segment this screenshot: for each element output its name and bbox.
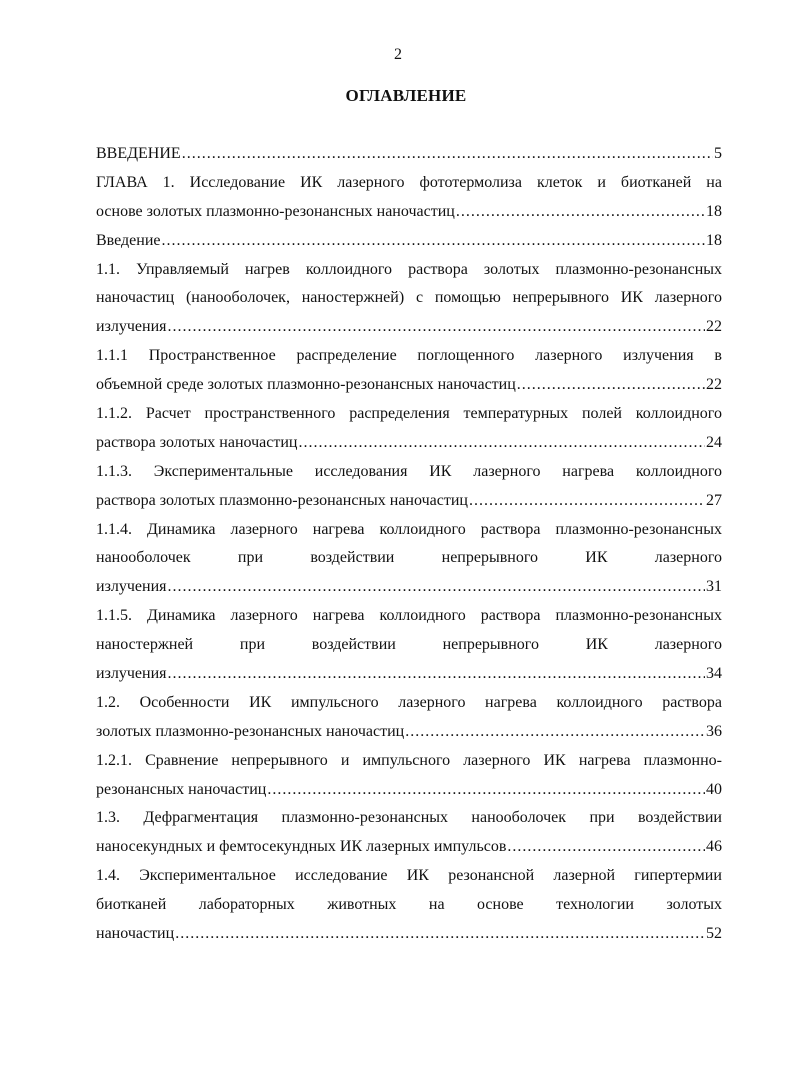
toc-word: исследования xyxy=(314,462,408,480)
toc-word: золотых xyxy=(666,896,722,914)
toc-page-number: 22 xyxy=(706,376,722,394)
toc-entry-last-line xyxy=(96,573,722,602)
dot-leader xyxy=(298,429,705,458)
dot-leader xyxy=(182,140,713,169)
toc-word: 1.1.5. xyxy=(96,607,132,625)
toc-entry-last-line xyxy=(96,140,722,169)
toc-word: поглощенного xyxy=(417,347,515,365)
toc-word: (нанооболочек, xyxy=(185,289,290,307)
dot-leader xyxy=(456,198,705,227)
toc-word: лазерного xyxy=(473,462,541,480)
toc-page-number: 18 xyxy=(706,231,722,249)
toc-entry-title: раствора золотых наночастиц xyxy=(96,433,298,451)
toc-word: 1.2. xyxy=(96,693,120,711)
toc-entry-line xyxy=(96,602,722,631)
toc-word: плазмонно-резонансных xyxy=(281,809,449,827)
toc-word: воздействии xyxy=(637,809,722,827)
toc-word: Сравнение xyxy=(145,751,219,769)
toc-page-number: 46 xyxy=(706,838,722,856)
toc-entry-line xyxy=(96,516,722,545)
toc-page-number: 36 xyxy=(706,722,722,740)
toc-word: Исследование xyxy=(189,173,286,191)
toc-word: коллоидного xyxy=(635,462,722,480)
table-of-contents xyxy=(96,140,722,949)
toc-entry-last-line xyxy=(96,198,722,227)
dot-leader xyxy=(175,920,705,949)
toc-word: лазерного xyxy=(654,289,722,307)
toc-word: Динамика xyxy=(147,607,216,625)
toc-entry-title: наночастиц xyxy=(96,925,175,943)
toc-word: лазерного xyxy=(535,347,603,365)
toc-word: ИК xyxy=(585,636,608,654)
dot-leader xyxy=(469,487,705,516)
toc-word: плазмонно-резонансных xyxy=(555,607,722,625)
toc-entry[interactable] xyxy=(96,140,722,169)
toc-word: коллоидного xyxy=(305,260,393,278)
toc-entry-last-line xyxy=(96,313,722,342)
page-title: ОГЛАВЛЕНИЕ xyxy=(345,86,467,105)
toc-page-number: 22 xyxy=(706,318,722,336)
toc-word: 1.1.3. xyxy=(96,462,132,480)
toc-word: лазерного xyxy=(463,751,531,769)
toc-word: лазерного xyxy=(230,520,298,538)
toc-entry[interactable] xyxy=(96,227,722,256)
toc-word: непрерывного xyxy=(442,636,539,654)
toc-word: ИК xyxy=(406,867,429,885)
toc-word: гипертермии xyxy=(634,867,722,885)
toc-word: нагрева xyxy=(485,693,537,711)
toc-word: коллоидного xyxy=(635,405,722,423)
toc-entry-title: основе золотых плазмонно-резонансных наночастиц xyxy=(96,202,455,220)
toc-word: Особенности xyxy=(139,693,230,711)
toc-page-number: 34 xyxy=(706,665,722,683)
toc-word: лазерного xyxy=(654,636,722,654)
toc-word: исследование xyxy=(295,867,388,885)
toc-entry-last-line xyxy=(96,660,722,689)
toc-word: на xyxy=(428,896,445,914)
toc-word: Дефрагментация xyxy=(143,809,259,827)
dot-leader xyxy=(405,718,705,747)
dot-leader xyxy=(507,833,705,862)
toc-entry-line xyxy=(96,689,722,718)
toc-entry-title: излучения xyxy=(96,578,167,596)
toc-entry-line xyxy=(96,747,722,776)
toc-word: 1.1. xyxy=(96,260,120,278)
toc-entry[interactable] xyxy=(96,458,722,516)
toc-word: в xyxy=(714,347,722,365)
toc-word: непрерывного xyxy=(441,549,538,567)
toc-word: наностержней) xyxy=(301,289,405,307)
toc-word: воздействии xyxy=(310,549,395,567)
toc-word: золотых xyxy=(483,260,540,278)
toc-entry-title: Введение xyxy=(96,231,161,249)
toc-entry-title: излучения xyxy=(96,318,167,336)
toc-word: на xyxy=(706,173,722,191)
toc-word: резонансной xyxy=(448,867,535,885)
toc-word: при xyxy=(239,636,265,654)
toc-word: нагрева xyxy=(578,751,631,769)
toc-word: нагрева xyxy=(312,520,365,538)
toc-entry-title: раствора золотых плазмонно-резонансных наночастиц xyxy=(96,491,468,509)
toc-entry[interactable] xyxy=(96,516,722,603)
toc-entry-line xyxy=(96,804,722,833)
toc-word: ИК xyxy=(429,462,452,480)
toc-word: ИК xyxy=(300,173,323,191)
dot-leader xyxy=(168,313,706,342)
toc-word: ГЛАВА xyxy=(96,173,148,191)
toc-word: плазмонно-резонансных xyxy=(555,260,722,278)
toc-entry-line xyxy=(96,631,722,660)
toc-entry-line xyxy=(96,169,722,198)
toc-page-number: 40 xyxy=(706,780,722,798)
toc-word: лазерного xyxy=(654,549,722,567)
toc-page-number: 31 xyxy=(706,578,722,596)
toc-entry-last-line xyxy=(96,227,722,256)
toc-word: распределение xyxy=(296,347,397,365)
toc-word: основе xyxy=(477,896,524,914)
toc-word: непрерывного xyxy=(231,751,328,769)
toc-word: 1.2.1. xyxy=(96,751,132,769)
toc-entry[interactable] xyxy=(96,747,722,805)
toc-word: лазерного xyxy=(337,173,405,191)
toc-word: температурных xyxy=(463,405,569,423)
toc-word: фототермолиза xyxy=(419,173,522,191)
toc-word: 1.3. xyxy=(96,809,120,827)
toc-word: ИК xyxy=(543,751,566,769)
toc-word: раствора xyxy=(662,693,722,711)
toc-word: нагрева xyxy=(562,462,615,480)
toc-entry[interactable] xyxy=(96,169,722,227)
toc-entry-line xyxy=(96,458,722,487)
toc-word: Экспериментальные xyxy=(153,462,293,480)
toc-word: нанооболочек xyxy=(471,809,567,827)
toc-word: нанооболочек xyxy=(96,549,191,567)
toc-entry[interactable] xyxy=(96,804,722,862)
dot-leader xyxy=(517,371,705,400)
dot-leader xyxy=(162,227,706,256)
toc-word: лазерного xyxy=(230,607,298,625)
toc-word: Пространственное xyxy=(148,347,276,365)
toc-word: технологии xyxy=(556,896,634,914)
toc-entry-title: резонансных наночастиц xyxy=(96,780,267,798)
toc-word: нагрева xyxy=(312,607,365,625)
toc-word: ИК xyxy=(585,549,608,567)
toc-word: непрерывного xyxy=(512,289,609,307)
toc-word: плазмонно- xyxy=(643,751,722,769)
toc-entry-line xyxy=(96,544,722,573)
toc-word: импульсного xyxy=(362,751,451,769)
toc-page-number: 18 xyxy=(706,202,722,220)
toc-word: 1.1.4. xyxy=(96,520,132,538)
toc-word: 1. xyxy=(162,173,175,191)
toc-word: раствора xyxy=(408,260,468,278)
toc-word: помощью xyxy=(434,289,501,307)
toc-word: наночастиц xyxy=(96,289,175,307)
toc-word: Динамика xyxy=(147,520,216,538)
toc-word: полей xyxy=(581,405,622,423)
toc-word: пространственного xyxy=(204,405,336,423)
toc-entry-title: золотых плазмонно-резонансных наночастиц xyxy=(96,722,405,740)
toc-word: ИК xyxy=(620,289,643,307)
toc-word: нагрев xyxy=(244,260,290,278)
toc-entry-last-line xyxy=(96,487,722,516)
dot-leader xyxy=(168,573,706,602)
toc-word: распределения xyxy=(349,405,450,423)
toc-entry-title: наносекундных и фемтосекундных ИК лазерных импульсов xyxy=(96,838,507,856)
toc-entry-last-line xyxy=(96,920,722,949)
toc-word: биотканей xyxy=(96,896,167,914)
toc-entry[interactable] xyxy=(96,862,722,949)
toc-entry[interactable] xyxy=(96,256,722,343)
toc-entry-line xyxy=(96,284,722,313)
toc-entry-last-line xyxy=(96,718,722,747)
toc-word: раствора xyxy=(480,607,541,625)
toc-entry-last-line xyxy=(96,776,722,805)
toc-entry[interactable] xyxy=(96,342,722,400)
toc-entry-title: ВВЕДЕНИЕ xyxy=(96,145,181,162)
toc-entry[interactable] xyxy=(96,602,722,689)
toc-word: Управляемый xyxy=(136,260,229,278)
toc-word: лабораторных xyxy=(198,896,295,914)
dot-leader xyxy=(267,776,705,805)
toc-word: и xyxy=(597,173,606,191)
toc-word: биотканей xyxy=(620,173,692,191)
toc-word: раствора xyxy=(480,520,541,538)
toc-entry-title: излучения xyxy=(96,665,167,683)
toc-page-number: 27 xyxy=(706,491,722,509)
toc-entry[interactable] xyxy=(96,689,722,747)
toc-word: при xyxy=(237,549,264,567)
toc-word: ИК xyxy=(249,693,272,711)
toc-entry-line xyxy=(96,891,722,920)
toc-entry-line xyxy=(96,342,722,371)
toc-page-number: 24 xyxy=(706,433,722,451)
toc-word: и xyxy=(340,751,350,769)
toc-word: излучения xyxy=(623,347,694,365)
dot-leader xyxy=(168,660,706,689)
toc-word: клеток xyxy=(536,173,583,191)
toc-word: 1.4. xyxy=(96,867,120,885)
toc-word: плазмонно-резонансных xyxy=(555,520,722,538)
toc-word: Экспериментальное xyxy=(139,867,276,885)
toc-entry-last-line xyxy=(96,371,722,400)
toc-entry-line xyxy=(96,256,722,285)
toc-word: наностержней xyxy=(96,636,194,654)
toc-word: импульсного xyxy=(290,693,379,711)
toc-word: лазерного xyxy=(398,693,466,711)
toc-entry[interactable] xyxy=(96,400,722,458)
toc-word: 1.1.1 xyxy=(96,347,128,365)
toc-word: с xyxy=(415,289,424,307)
toc-word: коллоидного xyxy=(379,607,466,625)
toc-word: лазерной xyxy=(553,867,616,885)
toc-word: коллоидного xyxy=(556,693,643,711)
page-number: 2 xyxy=(394,46,402,63)
toc-word: Расчет xyxy=(145,405,191,423)
toc-word: животных xyxy=(327,896,397,914)
toc-word: 1.1.2. xyxy=(96,405,132,423)
toc-entry-last-line xyxy=(96,833,722,862)
toc-entry-line xyxy=(96,862,722,891)
toc-entry-line xyxy=(96,400,722,429)
toc-page-number: 5 xyxy=(714,145,722,162)
toc-word: воздействии xyxy=(311,636,396,654)
toc-entry-last-line xyxy=(96,429,722,458)
toc-word: коллоидного xyxy=(379,520,466,538)
toc-word: при xyxy=(589,809,615,827)
toc-page-number: 52 xyxy=(706,925,722,943)
toc-entry-title: объемной среде золотых плазмонно-резонансных наночастиц xyxy=(96,376,516,394)
